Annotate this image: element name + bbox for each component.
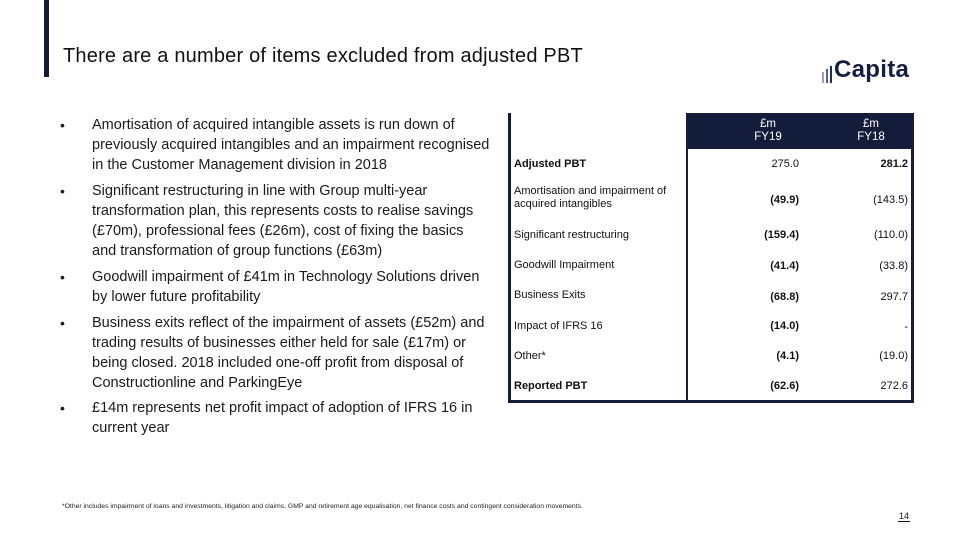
row-label: Business Exits (514, 289, 586, 301)
table-row (511, 185, 911, 215)
table-row (511, 259, 911, 289)
row-value-fy18: 272.6 (880, 380, 908, 392)
row-value-fy18: (19.0) (879, 350, 908, 362)
row-label: Adjusted PBT (514, 158, 587, 170)
row-label: Amortisation and impairment of acquired intangibles (514, 185, 667, 210)
header-fy18 (841, 118, 901, 144)
row-label: Goodwill Impairment (514, 259, 615, 271)
bullet-item: • Goodwill impairment of £41m in Technology Solutions driven by lower future profitability (60, 267, 490, 307)
row-label: Significant restructuring (514, 229, 629, 241)
bullet-item: • £14m represents net profit impact of adoption of IFRS 16 in current year (60, 398, 490, 438)
row-label: Impact of IFRS 16 (514, 320, 603, 332)
row-value-fy19: (14.0) (770, 320, 799, 332)
row-value-fy18: 281.2 (880, 158, 908, 170)
row-value-fy19: (49.9) (770, 194, 799, 206)
table-row (511, 320, 911, 350)
row-value-fy18: 297.7 (880, 291, 908, 303)
row-value-fy19: 275.0 (771, 158, 799, 170)
header-fy19 (738, 118, 798, 144)
logo-text: Capita (834, 56, 910, 83)
row-value-fy18: (33.8) (879, 260, 908, 272)
table-row (511, 380, 911, 410)
footnote: *Other includes impairment of loans and investments, litigation and claims, GMP and retirement age equalisation, net finance costs and contingent consideration movements. (62, 503, 583, 510)
bullet-item: • Amortisation of acquired intangible assets is run down of previously acquired intangibles and an impairment recognised in the Customer Management division in 2018 (60, 115, 490, 175)
header-fy19-label: FY19 (754, 131, 782, 143)
row-value-fy19: (4.1) (776, 350, 799, 362)
row-label: Other* (514, 350, 546, 362)
table-row (511, 289, 911, 319)
table-row (511, 229, 911, 259)
page-number: 14 (899, 511, 910, 521)
bullet-list (60, 115, 490, 438)
row-value-fy19: (68.8) (770, 291, 799, 303)
table-header (686, 113, 914, 149)
header-fy18-unit: £m (863, 118, 879, 130)
capita-logo (822, 55, 909, 85)
row-value-fy18: (110.0) (873, 229, 908, 241)
row-value-fy18: (143.5) (873, 194, 908, 206)
header-fy18-label: FY18 (857, 131, 885, 143)
title-accent-bar (44, 0, 49, 77)
header-fy19-unit: £m (760, 118, 776, 130)
logo-bars-icon (822, 57, 832, 83)
pbt-table (508, 113, 914, 403)
row-value-fy18: - (904, 321, 908, 333)
table-row (511, 350, 911, 380)
table-row (511, 157, 911, 187)
row-value-fy19: (62.6) (770, 380, 799, 392)
bullet-item: • Significant restructuring in line with Group multi-year transformation plan, this represents costs to realise savings (£70m), professional fees (£26m), cost of fixing the basics and transformation of group functions (£63m) (60, 181, 490, 261)
row-value-fy19: (159.4) (764, 229, 799, 241)
slide-title: There are a number of items excluded from adjusted PBT (63, 45, 583, 67)
row-value-fy19: (41.4) (770, 260, 799, 272)
bullet-item: • Business exits reflect of the impairment of assets (£52m) and trading results of businesses either held for sale (£17m) or being closed. 2018 included one-off profit from disposal of Constructionline and ParkingEye (60, 313, 490, 393)
row-label: Reported PBT (514, 380, 588, 392)
